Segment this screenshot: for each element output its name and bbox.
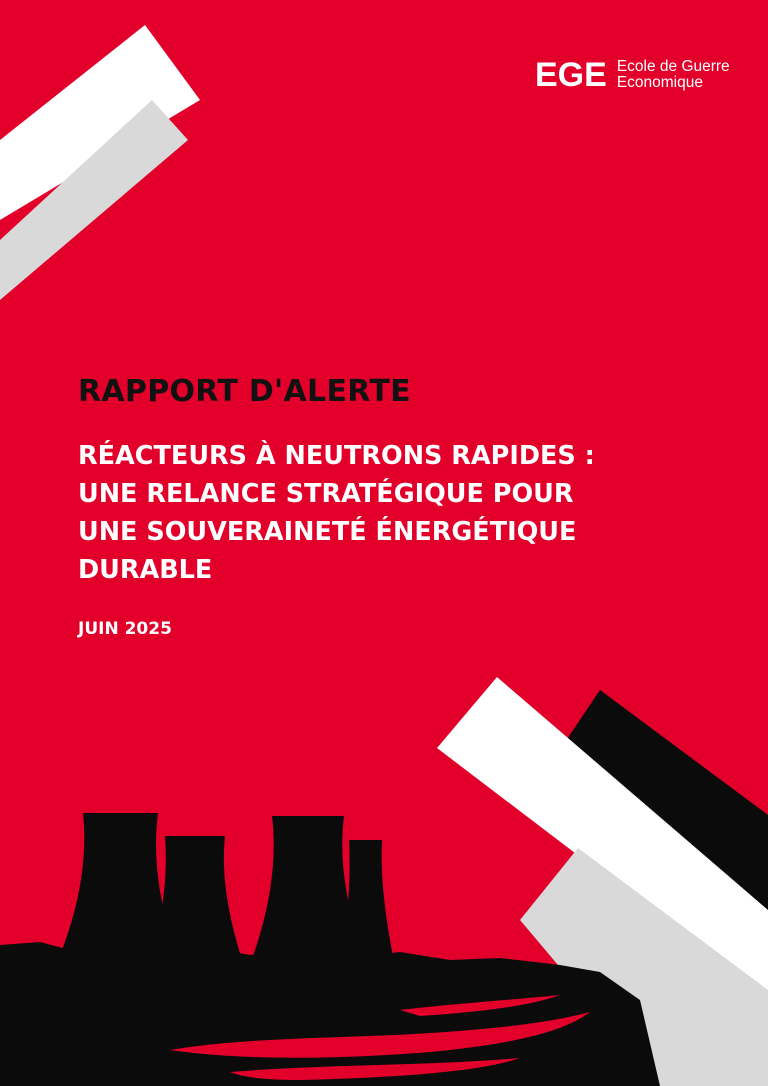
report-date: JUIN 2025 — [78, 619, 172, 639]
tower-2 — [150, 836, 242, 960]
logo-text — [617, 59, 730, 91]
report-title — [78, 437, 698, 589]
title-line-4: DURABLE — [78, 555, 213, 585]
logo-line-1: Ecole de Guerre — [616, 58, 730, 75]
ground-silhouette — [0, 942, 660, 1086]
logo-mark: EGE — [535, 56, 607, 94]
title-line-3: UNE SOUVERAINETÉ ÉNERGÉTIQUE — [78, 517, 577, 547]
title-line-2: UNE RELANCE STRATÉGIQUE POUR — [78, 479, 574, 509]
report-kicker: RAPPORT D'ALERTE — [78, 374, 411, 409]
ege-logo — [535, 58, 730, 92]
logo-line-2: Economique — [616, 74, 703, 91]
title-line-1: RÉACTEURS À NEUTRONS RAPIDES : — [78, 441, 595, 471]
